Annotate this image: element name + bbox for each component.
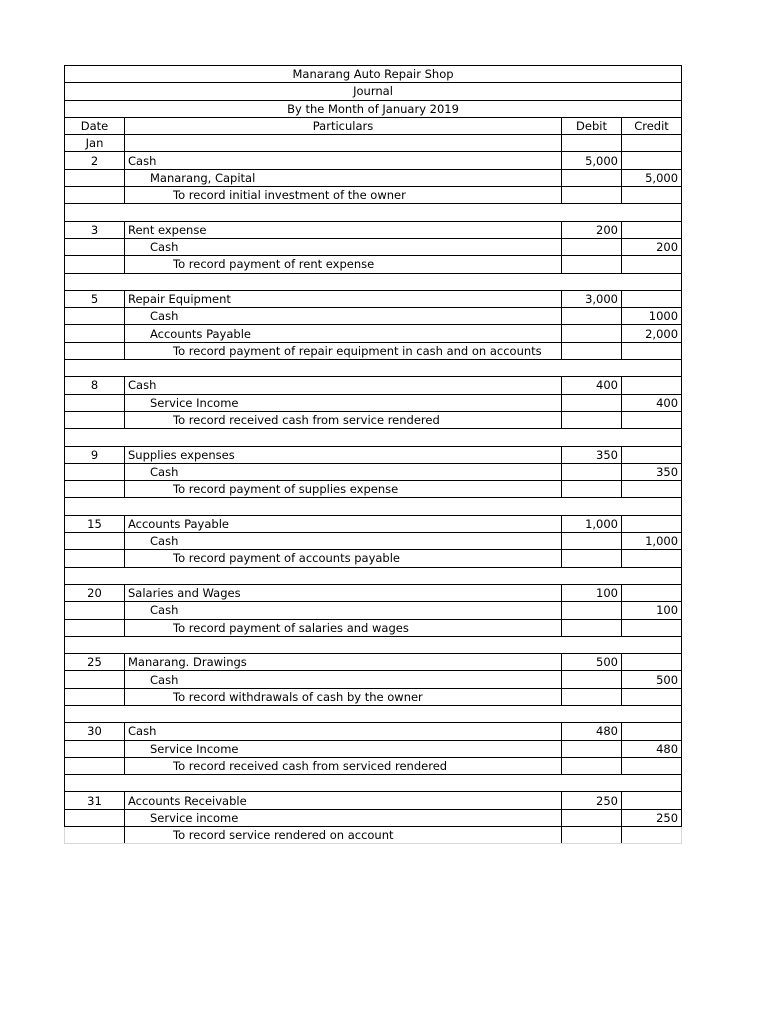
empty-date-cell <box>65 308 125 325</box>
date-column-header: Date <box>65 117 125 134</box>
credit-account: Service Income <box>125 394 562 411</box>
empty-date-cell <box>65 740 125 757</box>
entry-credit-row <box>65 325 682 342</box>
entry-explanation: To record payment of rent expense <box>125 256 562 273</box>
entry-explanation-row <box>65 256 682 273</box>
credit-amount: 350 <box>622 463 682 480</box>
empty-credit-cell <box>622 827 682 844</box>
blank-cell <box>65 636 682 653</box>
empty-debit-cell <box>562 411 622 428</box>
entry-date: 25 <box>65 654 125 671</box>
empty-debit-cell <box>562 671 622 688</box>
entry-debit-row <box>65 654 682 671</box>
debit-amount: 5,000 <box>562 152 622 169</box>
blank-cell <box>65 498 682 515</box>
credit-account: Service income <box>125 809 562 826</box>
entry-date: 5 <box>65 290 125 307</box>
entry-debit-row <box>65 723 682 740</box>
empty-credit-cell <box>622 757 682 774</box>
entry-date: 20 <box>65 584 125 601</box>
blank-cell <box>65 775 682 792</box>
empty-debit-cell <box>562 688 622 705</box>
entry-date: 3 <box>65 221 125 238</box>
empty-credit-cell <box>622 550 682 567</box>
blank-cell <box>65 360 682 377</box>
debit-amount: 350 <box>562 446 622 463</box>
empty-credit-cell <box>622 221 682 238</box>
entry-date: 30 <box>65 723 125 740</box>
empty-date-cell <box>65 187 125 204</box>
empty-credit-cell <box>622 446 682 463</box>
credit-account: Cash <box>125 533 562 550</box>
credit-amount: 100 <box>622 602 682 619</box>
entry-explanation-row <box>65 481 682 498</box>
entry-explanation: To record payment of salaries and wages <box>125 619 562 636</box>
empty-debit-cell <box>562 550 622 567</box>
blank-row <box>65 636 682 653</box>
entry-date: 2 <box>65 152 125 169</box>
debit-amount: 100 <box>562 584 622 601</box>
credit-amount: 200 <box>622 238 682 255</box>
entry-credit-row <box>65 602 682 619</box>
empty-date-cell <box>65 619 125 636</box>
empty-debit-cell <box>562 481 622 498</box>
entry-explanation: To record service rendered on account <box>125 827 562 844</box>
entry-debit-row <box>65 584 682 601</box>
credit-amount: 480 <box>622 740 682 757</box>
blank-row <box>65 775 682 792</box>
entry-date: 31 <box>65 792 125 809</box>
empty-credit-cell <box>622 654 682 671</box>
empty-date-cell <box>65 238 125 255</box>
entry-credit-row <box>65 809 682 826</box>
empty-date-cell <box>65 394 125 411</box>
entry-explanation: To record received cash from service rendered <box>125 411 562 428</box>
debit-amount: 250 <box>562 792 622 809</box>
entry-explanation: To record payment of repair equipment in cash and on accounts <box>125 342 562 359</box>
entry-credit-row <box>65 308 682 325</box>
debit-account: Manarang. Drawings <box>125 654 562 671</box>
credit-amount: 250 <box>622 809 682 826</box>
empty-credit-cell <box>622 584 682 601</box>
debit-account: Accounts Receivable <box>125 792 562 809</box>
empty-debit-cell <box>562 827 622 844</box>
empty-debit-cell <box>562 342 622 359</box>
entry-debit-row <box>65 152 682 169</box>
empty-credit-cell <box>622 152 682 169</box>
credit-account: Cash <box>125 602 562 619</box>
entry-explanation: To record withdrawals of cash by the owner <box>125 688 562 705</box>
credit-account: Cash <box>125 671 562 688</box>
credit-amount: 400 <box>622 394 682 411</box>
entry-debit-row <box>65 446 682 463</box>
debit-account: Supplies expenses <box>125 446 562 463</box>
entry-date: 9 <box>65 446 125 463</box>
blank-cell <box>65 204 682 221</box>
blank-cell <box>65 273 682 290</box>
empty-date-cell <box>65 169 125 186</box>
credit-column-header: Credit <box>622 117 682 134</box>
blank-row <box>65 204 682 221</box>
entry-credit-row <box>65 463 682 480</box>
debit-account: Cash <box>125 723 562 740</box>
empty-date-cell <box>65 256 125 273</box>
entry-explanation: To record initial investment of the owner <box>125 187 562 204</box>
credit-amount: 2,000 <box>622 325 682 342</box>
empty-date-cell <box>65 757 125 774</box>
entry-credit-row <box>65 238 682 255</box>
empty-date-cell <box>65 481 125 498</box>
credit-account: Service Income <box>125 740 562 757</box>
empty-credit-cell <box>622 481 682 498</box>
empty-debit-cell <box>562 169 622 186</box>
credit-account: Cash <box>125 463 562 480</box>
empty-credit-cell <box>622 515 682 532</box>
entry-date: 15 <box>65 515 125 532</box>
empty-debit-cell <box>562 740 622 757</box>
empty-date-cell <box>65 342 125 359</box>
period-label: By the Month of January 2019 <box>65 100 682 117</box>
entry-explanation-row <box>65 187 682 204</box>
blank-row <box>65 498 682 515</box>
debit-amount: 1,000 <box>562 515 622 532</box>
empty-debit-cell <box>562 757 622 774</box>
empty-date-cell <box>65 602 125 619</box>
entry-debit-row <box>65 515 682 532</box>
entry-credit-row <box>65 169 682 186</box>
credit-account: Accounts Payable <box>125 325 562 342</box>
empty-date-cell <box>65 325 125 342</box>
blank-row <box>65 705 682 722</box>
debit-account: Cash <box>125 377 562 394</box>
entry-explanation-row <box>65 688 682 705</box>
empty-debit-cell <box>562 619 622 636</box>
empty-debit-cell <box>562 325 622 342</box>
empty-credit-cell <box>622 290 682 307</box>
blank-row <box>65 429 682 446</box>
entry-debit-row <box>65 377 682 394</box>
debit-account: Cash <box>125 152 562 169</box>
empty-debit-cell <box>562 256 622 273</box>
empty-date-cell <box>65 411 125 428</box>
debit-account: Rent expense <box>125 221 562 238</box>
empty-debit-cell <box>562 463 622 480</box>
empty-date-cell <box>65 827 125 844</box>
journal-title: Journal <box>65 83 682 100</box>
empty-debit-cell <box>562 533 622 550</box>
entry-credit-row <box>65 671 682 688</box>
debit-amount: 400 <box>562 377 622 394</box>
debit-amount: 200 <box>562 221 622 238</box>
credit-amount: 500 <box>622 671 682 688</box>
journal-sheet <box>64 65 681 844</box>
empty-credit-cell <box>622 411 682 428</box>
particulars-column-header: Particulars <box>125 117 562 134</box>
blank-cell <box>65 429 682 446</box>
entry-explanation: To record payment of supplies expense <box>125 481 562 498</box>
entry-date: 8 <box>65 377 125 394</box>
empty-debit-cell <box>562 809 622 826</box>
empty-date-cell <box>65 463 125 480</box>
entry-debit-row <box>65 221 682 238</box>
credit-amount: 5,000 <box>622 169 682 186</box>
debit-amount: 480 <box>562 723 622 740</box>
debit-account: Repair Equipment <box>125 290 562 307</box>
empty-debit-cell <box>562 187 622 204</box>
empty-date-cell <box>65 550 125 567</box>
empty-credit-cell <box>622 342 682 359</box>
credit-amount: 1000 <box>622 308 682 325</box>
empty-debit-cell <box>562 238 622 255</box>
entry-explanation: To record payment of accounts payable <box>125 550 562 567</box>
credit-account: Manarang, Capital <box>125 169 562 186</box>
entry-explanation-row <box>65 827 682 844</box>
empty-date-cell <box>65 533 125 550</box>
blank-row <box>65 360 682 377</box>
empty-credit-cell <box>622 187 682 204</box>
empty-debit-cell <box>562 602 622 619</box>
empty-credit-cell <box>622 723 682 740</box>
debit-column-header: Debit <box>562 117 622 134</box>
empty-date-cell <box>65 809 125 826</box>
month-cell: Jan <box>65 135 125 152</box>
entry-debit-row <box>65 792 682 809</box>
entry-credit-row <box>65 394 682 411</box>
credit-amount: 1,000 <box>622 533 682 550</box>
empty-debit-cell <box>562 394 622 411</box>
debit-amount: 3,000 <box>562 290 622 307</box>
credit-account: Cash <box>125 238 562 255</box>
debit-account: Salaries and Wages <box>125 584 562 601</box>
credit-account: Cash <box>125 308 562 325</box>
blank-cell <box>65 567 682 584</box>
entry-explanation-row <box>65 619 682 636</box>
entry-credit-row <box>65 533 682 550</box>
empty-credit-cell <box>622 377 682 394</box>
empty-debit-cell <box>562 308 622 325</box>
blank-row <box>65 567 682 584</box>
empty-credit-cell <box>622 792 682 809</box>
journal-table <box>64 65 682 844</box>
entry-explanation-row <box>65 342 682 359</box>
company-name: Manarang Auto Repair Shop <box>65 66 682 83</box>
empty-credit-cell <box>622 256 682 273</box>
entry-explanation-row <box>65 411 682 428</box>
blank-cell <box>65 705 682 722</box>
entry-credit-row <box>65 740 682 757</box>
empty-date-cell <box>65 671 125 688</box>
debit-account: Accounts Payable <box>125 515 562 532</box>
entry-explanation-row <box>65 757 682 774</box>
empty-credit-cell <box>622 688 682 705</box>
entry-explanation: To record received cash from serviced rendered <box>125 757 562 774</box>
empty-date-cell <box>65 688 125 705</box>
entry-explanation-row <box>65 550 682 567</box>
empty-credit-cell <box>622 619 682 636</box>
debit-amount: 500 <box>562 654 622 671</box>
entry-debit-row <box>65 290 682 307</box>
blank-row <box>65 273 682 290</box>
